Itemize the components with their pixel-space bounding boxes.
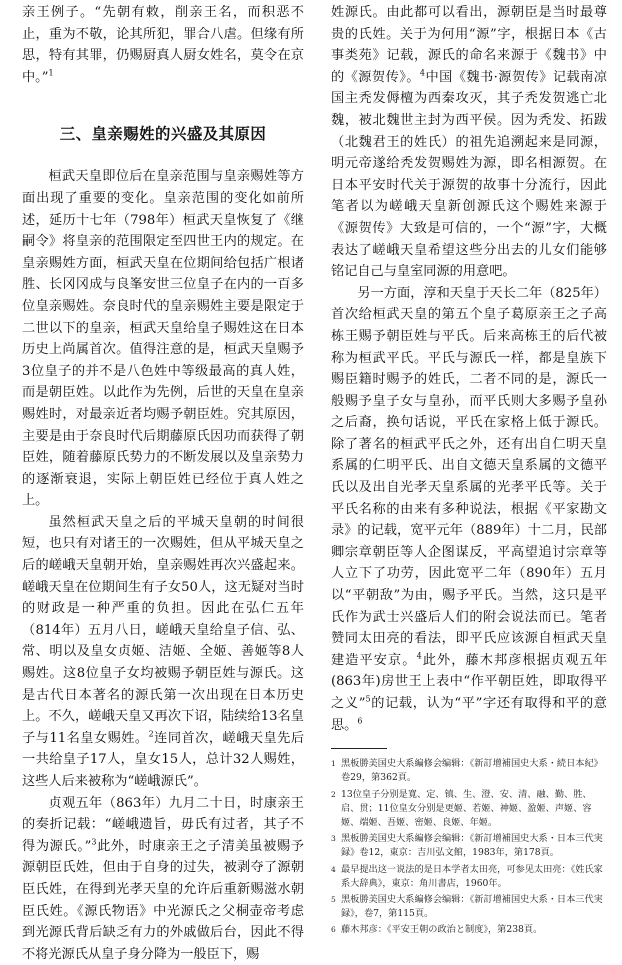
footnote: 6 藤木邦彦：《平安王朝の政治と制度》，第238頁。 xyxy=(331,924,543,936)
body-paragraph: 贞观五年（863年）九月二十日，时康亲王的奏折记载：“嵯峨遗旨，毋氏有过者，其子不得为源氏。”$^3$此外，时康亲王之子清美虽被赐予源朝臣氏姓，但由于自身的过失，被剥夺了源朝臣氏姓，在得到光孝天皇的允许后重新赐滋水朝臣氏姓。《源氏物语》中光源氏之父桐壶帝考虑到光源氏背后缺乏有力的外戚做后台，因此不得不将光源氏从皇子身分降为一般臣下，赐 xyxy=(22,795,304,962)
footnote: 4 最早提出这一说法的是日本学者太田亮，可参见太田亮：《姓氏家系大辞典》，東京：角川書店，1960年。 xyxy=(331,863,603,889)
body-paragraph: 虽然桓武天皇之后的平城天皇朝的时间很短，也只有对诸王的一次赐姓，但从平城天皇之后的嵯峨天皇朝开始，皇亲赐姓再次兴盛起来。嵯峨天皇在位期间生有子女50人，这无疑对当时的财政是一种严重的负担。因此在弘仁五年（814年）五月八日，嵯峨天皇给皇子信、弘、常、明以及皇女贞姬、洁姬、全姬、善姬等8人赐姓。这8位皇子女均被赐予朝臣姓与源氏。这是古代日本著名的源氏第一次出现在日本历史上。不久，嵯峨天皇又再次下诏，陆续给13名皇子与11名皇女赐姓。$^2$连同首次，嵯峨天皇先后一共给皇子17人，皇女15人，总计32人赐姓，这些人后来被称为“嵯峨源氏”。 xyxy=(22,514,305,789)
body-paragraph: 姓源氏。由此都可以看出，源朝臣是当时最尊贵的氏姓。关于为何用“源”字，根据日本《古事类苑》记载，源氏的命名来源于《魏书》中的《源贺传》。$^4$中国《魏书·源贺传》记载南凉国主秃发傉檀为西秦攻灭，其子秃发贺逃亡北魏，被北魏世主封为西平侯。因为秃发、拓跋（北魏君王的姓氏）的祖先追溯起来是同源，明元帝遂给秃发贺赐姓为源，即名相源贺。在日本平安时代关于源贺的故事十分流行，因此笔者以为嵯峨天皇新创源氏这个赐姓来源于《源贺传》大致是可信的，一个“源”字，大概表达了嵯峨天皇希望这些分出去的儿女们能够铭记自己与皇室同源的用意吧。 xyxy=(331,5,607,280)
body-paragraph: 另一方面，淳和天皇于天长二年（825年）首次给桓武天皇的第五个皇子葛原亲王之子高栋王赐予朝臣姓与平氏。后来高栋王的后代被称为桓武平氏。平氏与源氏一样，都是皇族下赐臣籍时赐予的姓氏，二者不同的是，源氏一般赐予皇子女与皇孙，而平氏则大多赐予皇孙之后裔，换句话说，平氏在家格上低于源氏。除了著名的桓武平氏之外，还有出自仁明天皇系属的仁明平氏、出自文德天皇系属的文德平氏以及出自光孝天皇系属的光孝平氏等。关于平氏名称的由来有多种说法，根据《平家勘文录》的记载，宽平元年（889年）十二月，民部卿宗章朝臣等人企图谋反，平高望追讨宗章等人立下了功劳，因此宽平二年（890年）五月以“平朝敌”为由，赐予平氏。当然，这只是平氏作为武士兴盛后人们的附会说法而已。笔者赞同太田亮的看法，即平氏应该源自桓武天皇建造平安京。$^4$此外，藤木邦彦根据贞观五年(863年)房世王上表中“作平朝臣姓，即取得平之义”$^5$的记载，认为“平”字还有取得和平的意思。$^6$ xyxy=(331,285,608,733)
footnote: 3 黑板勝美国史大系編修会编辑：《新訂增補国史大系・日本三代実録》卷12，東京：吉川弘文館，1983年，第178頁。 xyxy=(331,833,603,859)
right-column xyxy=(331,2,607,940)
footnote: 2 13位皇子分别是寬、定、镇、生、澄、安、清、融、勤、胜、启、贯；11位皇女分别是更姬、若姬、神姬、盈姬、声姬、容姬、端姬、吾姬、密姬、良姬、年姬。 xyxy=(331,788,592,828)
footnote-ref: 5 xyxy=(365,694,371,704)
footnote-ref: 6 xyxy=(357,716,363,726)
footnote-ref: 4 xyxy=(419,68,425,78)
footnote-ref: 4 xyxy=(416,651,422,661)
footnote-ref: 3 xyxy=(91,837,97,847)
left-column xyxy=(22,2,304,965)
body-paragraph: 桓武天皇即位后在皇亲范围与皇亲赐姓等方面出现了重要的变化。皇亲范围的变化如前所述，延历十七年（798年）桓武天皇恢复了《继嗣令》将皇亲的范围限定至四世王内的规定。在皇亲赐姓方面，桓武天皇在位期间给包括广根诸胜、长冈冈成与良峯安世三位皇子在内的一百多位皇亲赐姓。奈良时代的皇亲赐姓主要是限定于二世以下的皇亲，桓武天皇给皇子赐姓这在日本历史上尚属首次。值得注意的是，桓武天皇赐予3位皇子的并不是八色姓中等级最高的真人姓，而是朝臣姓。以此作为先例，后世的天皇在皇亲赐姓时，对最亲近者均赐予朝臣姓。究其原因，主要是由于奈良时代后期藤原氏因功而获得了朝臣姓，随着藤原氏势力的不断发展以及皇亲势力的逐渐衰退，实际上朝臣姓已经位于真人姓之上。 xyxy=(22,169,304,509)
footnote-ref: 2 xyxy=(148,729,154,739)
footnote-ref: 1 xyxy=(48,68,54,78)
body-paragraph: 亲王例子。“先朝有敕，削亲王名，而积恶不止，重为不敬，论其所犯，罪合八虐。但缘有所思，特有其罪，仍赐厨真人厨女姓名，莫令在京中。”$^1$ xyxy=(22,5,304,85)
section-heading: 三、皇亲赐姓的兴盛及其原因 xyxy=(59,125,267,144)
footnote-divider xyxy=(331,748,387,749)
footnotes xyxy=(331,757,607,937)
footnote: 1 黑板勝美国史大系編修会编辑：《新訂增補国史大系・続日本紀》卷29，第362頁。 xyxy=(331,758,603,784)
footnote: 5 黑板勝美国史大系編修会编辑：《新訂增補国史大系・日本三代実録》，卷7，第115頁。 xyxy=(331,894,603,920)
